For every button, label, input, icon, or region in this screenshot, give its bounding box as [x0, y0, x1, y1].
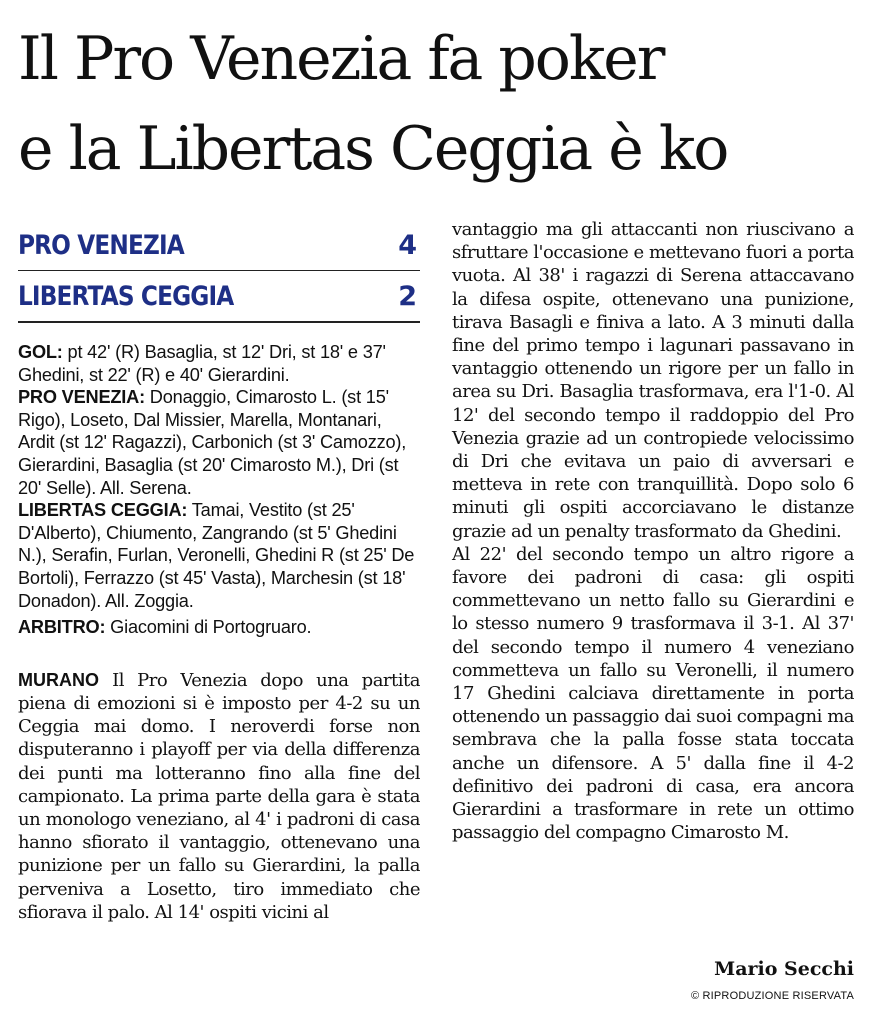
- away-lineup-label: LIBERTAS CEGGIA:: [18, 500, 188, 521]
- headline-line-1: Il Pro Venezia fa poker: [18, 24, 664, 94]
- away-team-name: LIBERTAS CEGGIA: [18, 280, 234, 312]
- article-paragraph-2: vantaggio ma gli attaccanti non riuscivano a sfruttare l'occasione e mettevano fuori a porta vuota. Al 38' i ragazzi di Serena attaccavano la difesa ospite, ottenevano una punizione, tirava Basagli e finiva a lato. A 3 minuti dalla fine del primo tempo i lagunari passavano in vantaggio ottenendo un rigore per un fallo in area su Dri. Basaglia trasformava, era l'1-0. Al 12' del secondo tempo il raddoppio del Pro Venezia grazie ad un contropiede velocissimo di Dri che evitava un paio di avversari e metteva in rete con tranquillità. Dopo solo 6 minuti gli ospiti accorciavano le distanze grazie ad un penalty trasformato da Ghedini.: [452, 219, 854, 542]
- referee-label: ARBITRO:: [18, 617, 106, 638]
- article-paragraph-3: Al 22' del secondo tempo un altro rigore a favore dei padroni di casa: gli ospiti commettevano un netto fallo su Gierardini e lo stesso numero 9 trasformava il 3-1. Al 37' del secondo tempo il numero 4 veneziano commetteva un fallo su Veronelli, il numero 17 Ghedini calciava direttamente in porta ottenendo un passaggio dai suoi compagni ma sembrava che la palla fosse stata toccata anche un difensore. A 5' dalla fine il 4-2 definitivo dei padroni di casa, era ancora Gierardini a trasformare in rete un ottimo passaggio del compagno Cimarosto M.: [452, 543, 854, 844]
- away-lineup: [18, 499, 420, 612]
- home-team-score: 4: [398, 229, 416, 261]
- left-column: [18, 220, 420, 924]
- scoreboard-bottom-rule: [18, 321, 420, 323]
- away-team-score: 2: [398, 280, 416, 312]
- home-team-name: PRO VENEZIA: [18, 229, 184, 261]
- article-paragraph-1: [18, 669, 420, 924]
- right-column: [452, 218, 854, 844]
- scoreboard-away-row: [18, 271, 420, 321]
- copyright-notice: © RIPRODUZIONE RISERVATA: [690, 990, 854, 1002]
- home-lineup: [18, 386, 420, 499]
- headline-line-2: e la Libertas Ceggia è ko: [18, 114, 728, 184]
- match-box: [18, 341, 420, 639]
- referee-line: [18, 616, 420, 639]
- scoreboard-home-row: [18, 220, 420, 270]
- article-body-left: [18, 669, 420, 924]
- referee-text: Giacomini di Portogruaro.: [105, 617, 312, 638]
- article-text-left: Il Pro Venezia dopo una partita piena di emozioni si è imposto per 4-2 su un Ceggia mai domo. I neroverdi forse non disputeranno i playoff per via della differenza dei punti ma lotteranno fino alla fine del campionato. La prima parte della gara è stata un monologo veneziano, al 4' i padroni di casa hanno sfiorato il vantaggio, ottenevano una punizione per un fallo su Gierardini, la palla perveniva a Losetto, tiro immediato che sfiorava il palo. Al 14' ospiti vicini al: [18, 669, 420, 923]
- goals-text: pt 42' (R) Basaglia, st 12' Dri, st 18' e 37' Ghedini, st 22' (R) e 40' Gierardini.: [18, 342, 386, 385]
- dateline: MURANO: [18, 669, 99, 690]
- home-lineup-label: PRO VENEZIA:: [18, 387, 145, 408]
- home-lineup-text: Donaggio, Cimarosto L. (st 15' Rigo), Loseto, Dal Missier, Marella, Montanari, Ardit (st 12' Ragazzi), Carbonich (st 3' Camozzo), Gierardini, Basaglia (st 20' Cimarosto M.), Dri (st 20' Selle). All. Serena.: [18, 387, 407, 498]
- away-lineup-text: Tamai, Vestito (st 25' D'Alberto), Chiumento, Zangrando (st 5' Ghedini N.), Serafin, Furlan, Veronelli, Ghedini R (st 25' De Bortoli), Ferrazzo (st 45' Vasta), Marchesin (st 18' Donadon). All. Zoggia.: [18, 500, 415, 611]
- goals-line: [18, 341, 420, 386]
- headline: [18, 14, 858, 194]
- goals-label: GOL:: [18, 342, 63, 362]
- author-signature: Mario Secchi: [714, 958, 854, 980]
